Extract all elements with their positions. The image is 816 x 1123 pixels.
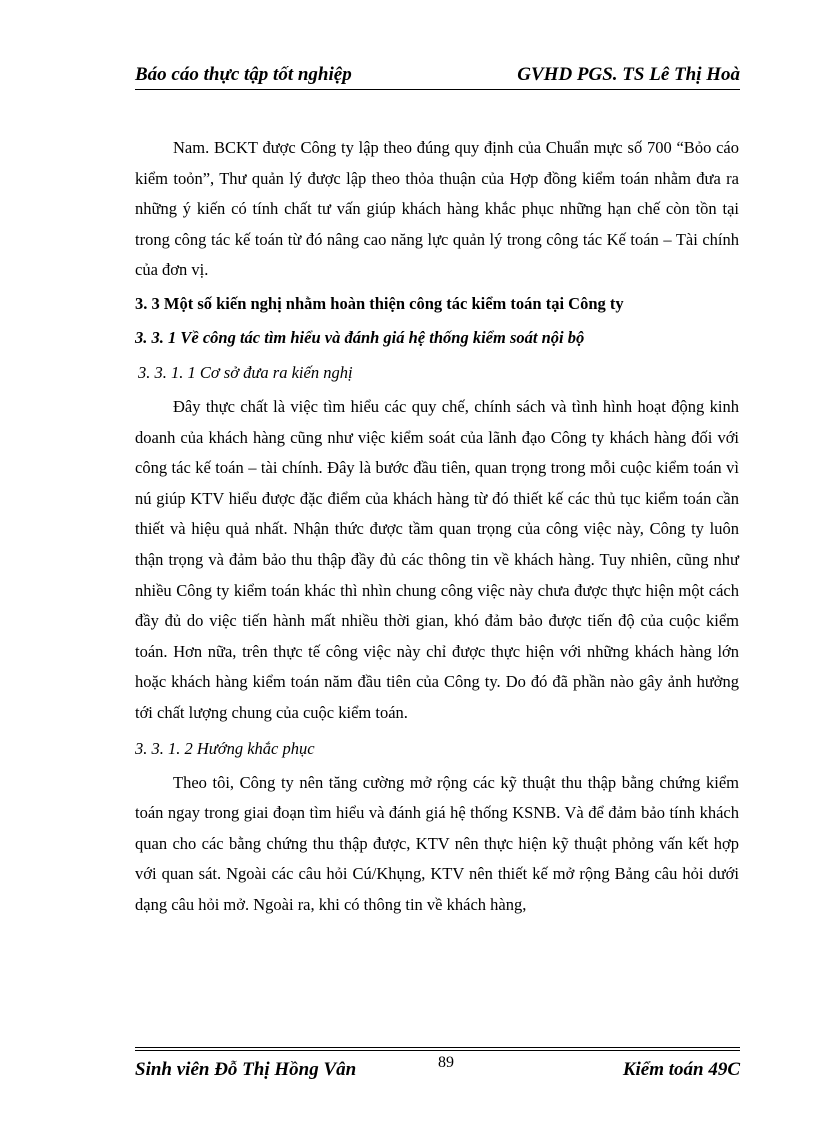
page-number: 89 bbox=[438, 1054, 454, 1071]
heading-3-3-1-2: 3. 3. 1. 2 Hướng khắc phục bbox=[135, 738, 315, 758]
page-header bbox=[135, 60, 740, 90]
page-body bbox=[135, 133, 739, 920]
footer-rule-thin bbox=[135, 1047, 740, 1048]
header-report-title: Báo cáo thực tập tốt nghiệp bbox=[135, 64, 352, 85]
footer-student-name: Sinh viên Đỗ Thị Hồng Vân bbox=[135, 1059, 357, 1080]
footer-class: Kiểm toán 49C bbox=[622, 1059, 740, 1080]
heading-3-3-1-1: 3. 3. 1. 1 Cơ sở đưa ra kiến nghị bbox=[138, 362, 353, 382]
header-supervisor: GVHD PGS. TS Lê Thị Hoà bbox=[517, 64, 740, 85]
footer-rule-thick bbox=[135, 1050, 740, 1051]
paragraph-1: Nam. BCKT được Công ty lập theo đúng quy định của Chuẩn mực số 700 “Bỏo cáo kiểm toỏn”, Thư quản lý được lập theo thỏa thuận của Hợp đồng kiểm toán nhằm đưa ra những ý kiến có tính chất tư vấn giúp khách hàng khắc phục những hạn chế còn tồn tại trong công tác kế toán từ đó nâng cao năng lực quản lý trong công tác Kế toán – Tài chính của đơn vị. bbox=[135, 138, 739, 280]
heading-3-3-1: 3. 3. 1 Về công tác tìm hiểu và đánh giá hệ thống kiểm soát nội bộ bbox=[135, 327, 585, 347]
header-rule bbox=[135, 89, 740, 90]
paragraph-3: Theo tôi, Công ty nên tăng cường mở rộng các kỹ thuật thu thập bằng chứng kiểm toán ngay trong giai đoạn tìm hiểu và đánh giá hệ thống KSNB. Và để đảm bảo tính khách quan cho các bằng chứng thu thập được, KTV nên thực hiện kỹ thuật phỏng vấn kết hợp với quan sát. Ngoài các câu hỏi Cú/Khụng, KTV nên thiết kế mở rộng Bảng câu hỏi dưới dạng câu hỏi mở. Ngoài ra, khi có thông tin về khách hàng, bbox=[135, 772, 739, 914]
paragraph-2: Đây thực chất là việc tìm hiểu các quy chế, chính sách và tình hình hoạt động kinh doanh của khách hàng cũng như việc kiểm soát của lãnh đạo Công ty khách hàng đối với công tác kế toán – tài chính. Đây là bước đầu tiên, quan trọng trong mỗi cuộc kiểm toán vì nú giúp KTV hiểu được đặc điểm của khách hàng từ đó thiết kế các thủ tục kiểm toán cần thiết và hiệu quả nhất. Nhận thức được tầm quan trọng của công việc này, Công ty luôn thận trọng và đảm bảo thu thập đầy đủ các thông tin về khách hàng. Tuy nhiên, cũng như nhiều Công ty kiểm toán khác thì nhìn chung công việc này chưa được thực hiện một cách đầy đủ do việc tiến hành mất nhiều thời gian, khó đảm bảo được tiến độ của cuộc kiểm toán. Hơn nữa, trên thực tế công việc này chỉ được thực hiện với những khách hàng lớn hoặc khách hàng kiểm toán năm đầu tiên của Công ty. Do đó đã phần nào gây ảnh hưởng tới chất lượng chung của cuộc kiểm toán. bbox=[135, 396, 739, 722]
page-footer bbox=[135, 1047, 740, 1087]
heading-3-3: 3. 3 Một số kiến nghị nhằm hoàn thiện công tác kiểm toán tại Công ty bbox=[135, 293, 624, 313]
